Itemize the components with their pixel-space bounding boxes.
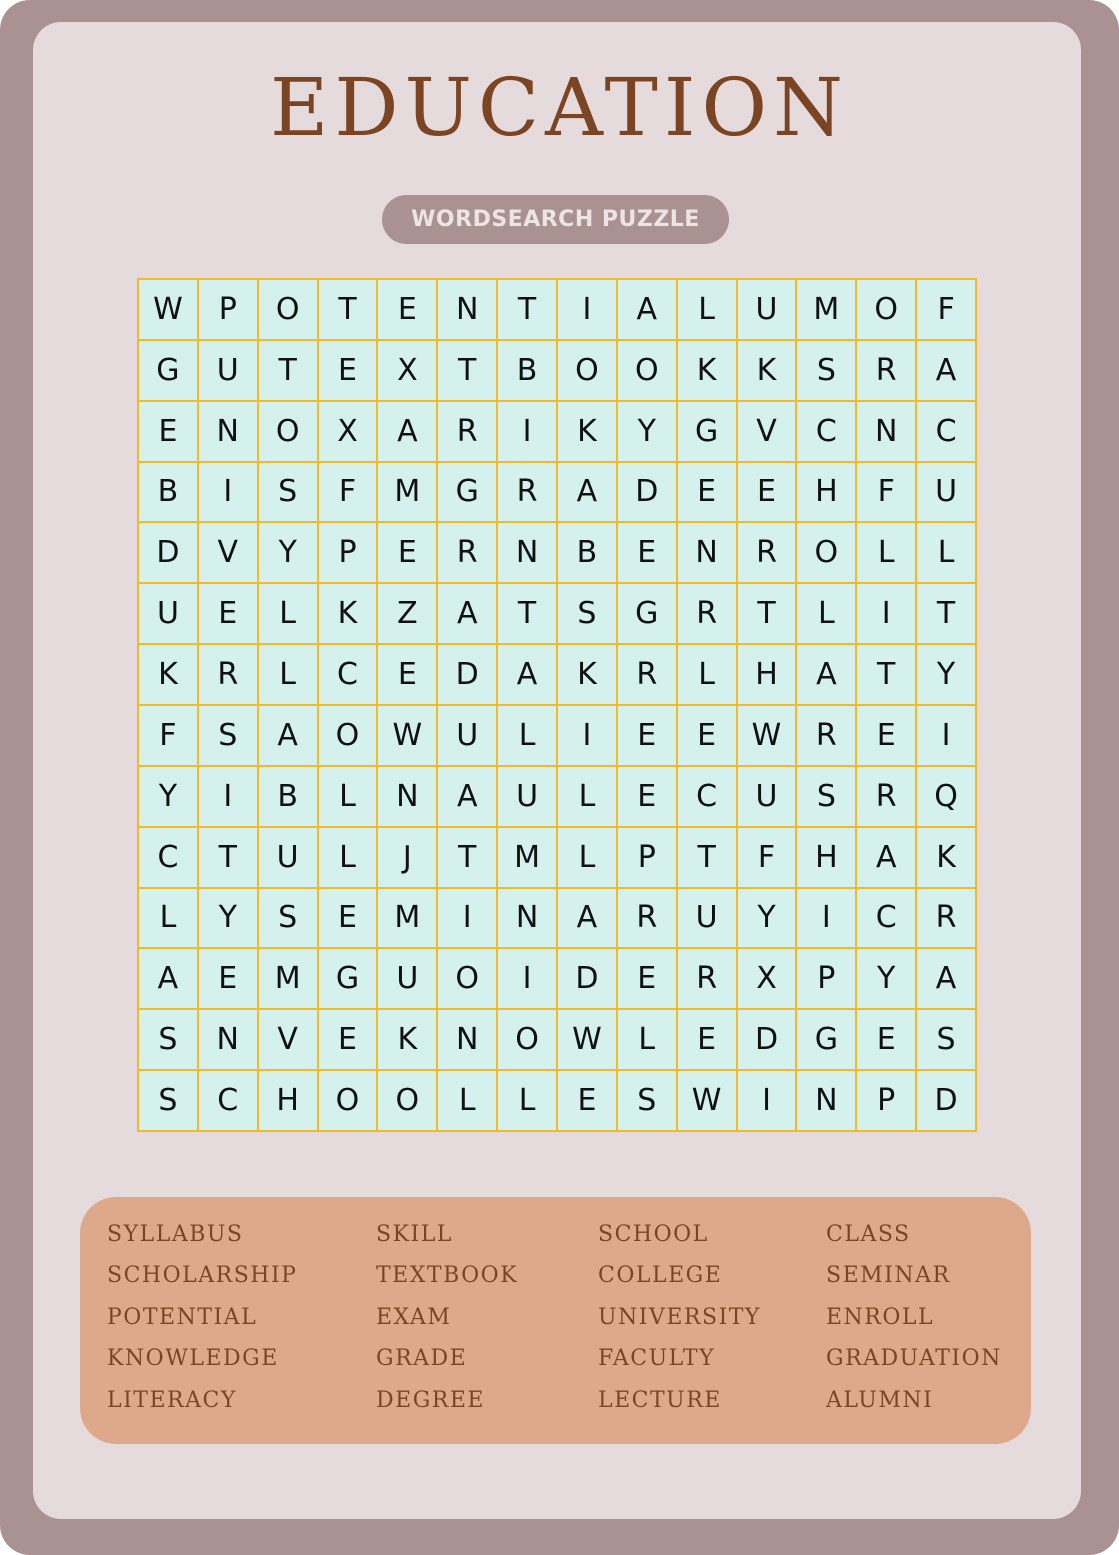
grid-cell[interactable]: N <box>796 1070 856 1131</box>
grid-cell[interactable]: Y <box>138 766 198 827</box>
word-list-item: SKILL <box>376 1222 453 1247</box>
grid-cell[interactable]: K <box>916 827 976 888</box>
grid-cell[interactable]: C <box>856 888 916 949</box>
grid-cell[interactable]: D <box>916 1070 976 1131</box>
grid-cell[interactable]: E <box>677 462 737 523</box>
grid-cell[interactable]: Y <box>737 888 797 949</box>
grid-cell[interactable]: R <box>617 644 677 705</box>
word-list-item: COLLEGE <box>598 1263 723 1288</box>
grid-cell[interactable]: E <box>617 948 677 1009</box>
subtitle-badge: WORDSEARCH PUZZLE <box>382 195 729 244</box>
grid-cell[interactable]: F <box>737 827 797 888</box>
grid-cell[interactable]: L <box>138 888 198 949</box>
grid-cell[interactable]: K <box>737 340 797 401</box>
grid-cell[interactable]: Q <box>916 766 976 827</box>
word-list-panel <box>80 1197 1031 1444</box>
grid-cell[interactable]: V <box>258 1009 318 1070</box>
grid-cell[interactable]: E <box>856 705 916 766</box>
grid-cell[interactable]: F <box>318 462 378 523</box>
grid-cell[interactable]: P <box>318 522 378 583</box>
grid-cell[interactable]: L <box>916 522 976 583</box>
grid-cell[interactable]: A <box>796 644 856 705</box>
grid-cell[interactable]: G <box>138 340 198 401</box>
grid-cell[interactable]: A <box>497 644 557 705</box>
grid-cell[interactable]: O <box>318 1070 378 1131</box>
word-list-item: POTENTIAL <box>107 1305 258 1330</box>
grid-cell[interactable]: R <box>796 705 856 766</box>
grid-cell[interactable]: W <box>377 705 437 766</box>
grid-cell[interactable]: M <box>796 279 856 340</box>
grid-cell[interactable]: M <box>497 827 557 888</box>
grid-cell[interactable]: W <box>138 279 198 340</box>
grid-cell[interactable]: A <box>856 827 916 888</box>
grid-cell[interactable]: A <box>138 948 198 1009</box>
grid-cell[interactable]: S <box>796 766 856 827</box>
grid-cell[interactable]: N <box>856 401 916 462</box>
grid-cell[interactable]: U <box>916 462 976 523</box>
grid-cell[interactable]: N <box>437 1009 497 1070</box>
grid-cell[interactable]: S <box>617 1070 677 1131</box>
grid-cell[interactable]: M <box>377 462 437 523</box>
grid-cell[interactable]: O <box>617 340 677 401</box>
grid-cell[interactable]: G <box>318 948 378 1009</box>
word-list-item: TEXTBOOK <box>376 1263 519 1288</box>
grid-cell[interactable]: O <box>377 1070 437 1131</box>
word-list-item: GRADE <box>376 1346 468 1371</box>
grid-cell[interactable]: A <box>437 766 497 827</box>
grid-cell[interactable]: E <box>677 705 737 766</box>
word-list-item: SYLLABUS <box>107 1222 244 1247</box>
grid-cell[interactable]: O <box>437 948 497 1009</box>
grid-cell[interactable]: P <box>617 827 677 888</box>
grid-cell[interactable]: C <box>198 1070 258 1131</box>
grid-cell[interactable]: C <box>796 401 856 462</box>
grid-cell[interactable]: G <box>617 583 677 644</box>
grid-cell[interactable]: G <box>437 462 497 523</box>
grid-cell[interactable]: R <box>677 948 737 1009</box>
grid-cell[interactable]: H <box>258 1070 318 1131</box>
grid-cell[interactable]: P <box>856 1070 916 1131</box>
grid-cell[interactable]: W <box>557 1009 617 1070</box>
grid-cell[interactable]: I <box>437 888 497 949</box>
grid-cell[interactable]: T <box>497 583 557 644</box>
grid-cell[interactable]: A <box>258 705 318 766</box>
word-list-item: LECTURE <box>598 1388 722 1413</box>
grid-cell[interactable]: R <box>916 888 976 949</box>
grid-cell[interactable]: I <box>497 401 557 462</box>
word-list-item: FACULTY <box>598 1346 716 1371</box>
grid-cell[interactable]: I <box>557 705 617 766</box>
grid-cell[interactable]: S <box>138 1009 198 1070</box>
grid-cell[interactable]: C <box>916 401 976 462</box>
grid-cell[interactable]: E <box>377 644 437 705</box>
grid-cell[interactable]: D <box>737 1009 797 1070</box>
grid-cell[interactable]: U <box>377 948 437 1009</box>
grid-cell[interactable]: N <box>377 766 437 827</box>
grid-cell[interactable]: E <box>677 1009 737 1070</box>
grid-cell[interactable]: D <box>557 948 617 1009</box>
grid-cell[interactable]: I <box>856 583 916 644</box>
grid-cell[interactable]: N <box>198 1009 258 1070</box>
grid-cell[interactable]: E <box>856 1009 916 1070</box>
grid-cell[interactable]: O <box>856 279 916 340</box>
grid-cell[interactable]: X <box>737 948 797 1009</box>
grid-cell[interactable]: B <box>557 522 617 583</box>
word-list-item: SCHOOL <box>598 1222 709 1247</box>
grid-cell[interactable]: O <box>318 705 378 766</box>
grid-cell[interactable]: G <box>796 1009 856 1070</box>
grid-cell[interactable]: G <box>677 401 737 462</box>
grid-cell[interactable]: S <box>258 888 318 949</box>
grid-cell[interactable]: Z <box>377 583 437 644</box>
word-list-item: KNOWLEDGE <box>107 1346 279 1371</box>
grid-cell[interactable]: L <box>497 705 557 766</box>
grid-cell[interactable]: E <box>617 705 677 766</box>
grid-cell[interactable]: R <box>737 522 797 583</box>
grid-cell[interactable]: V <box>198 522 258 583</box>
grid-cell[interactable]: U <box>138 583 198 644</box>
grid-cell[interactable]: H <box>737 644 797 705</box>
grid-cell[interactable]: H <box>796 827 856 888</box>
grid-cell[interactable]: L <box>557 827 617 888</box>
word-list-item: EXAM <box>376 1305 452 1330</box>
grid-cell[interactable]: K <box>318 583 378 644</box>
grid-cell[interactable]: T <box>497 279 557 340</box>
grid-cell[interactable]: K <box>677 340 737 401</box>
word-list-item: LITERACY <box>107 1388 237 1413</box>
grid-cell[interactable]: T <box>258 340 318 401</box>
grid-cell[interactable]: R <box>437 401 497 462</box>
grid-cell[interactable]: J <box>377 827 437 888</box>
grid-cell[interactable]: S <box>796 340 856 401</box>
grid-cell[interactable]: X <box>318 401 378 462</box>
grid-cell[interactable]: L <box>258 644 318 705</box>
grid-cell[interactable]: T <box>916 583 976 644</box>
grid-cell[interactable]: R <box>198 644 258 705</box>
grid-cell[interactable]: Y <box>258 522 318 583</box>
grid-cell[interactable]: B <box>258 766 318 827</box>
grid-cell[interactable]: B <box>497 340 557 401</box>
word-list-item: SCHOLARSHIP <box>107 1263 298 1288</box>
grid-cell[interactable]: Y <box>916 644 976 705</box>
grid-cell[interactable]: T <box>318 279 378 340</box>
grid-cell[interactable]: I <box>796 888 856 949</box>
grid-cell[interactable]: L <box>318 766 378 827</box>
grid-cell[interactable]: L <box>856 522 916 583</box>
grid-cell[interactable]: B <box>138 462 198 523</box>
grid-cell[interactable]: E <box>557 1070 617 1131</box>
grid-cell[interactable]: H <box>796 462 856 523</box>
grid-cell[interactable]: W <box>737 705 797 766</box>
grid-cell[interactable]: U <box>258 827 318 888</box>
grid-cell[interactable]: K <box>138 644 198 705</box>
grid-cell[interactable]: I <box>198 766 258 827</box>
grid-cell[interactable]: X <box>377 340 437 401</box>
grid-cell[interactable]: L <box>557 766 617 827</box>
grid-cell[interactable]: R <box>437 522 497 583</box>
word-list-item: DEGREE <box>376 1388 485 1413</box>
grid-cell[interactable]: I <box>497 948 557 1009</box>
grid-cell[interactable]: A <box>916 340 976 401</box>
word-list-item: ENROLL <box>826 1305 935 1330</box>
grid-cell[interactable]: C <box>318 644 378 705</box>
grid-cell[interactable]: R <box>497 462 557 523</box>
grid-cell[interactable]: R <box>677 583 737 644</box>
grid-cell[interactable]: T <box>437 827 497 888</box>
grid-cell[interactable]: N <box>497 888 557 949</box>
grid-cell[interactable]: Y <box>617 401 677 462</box>
grid-cell[interactable]: A <box>916 948 976 1009</box>
grid-cell[interactable]: T <box>856 644 916 705</box>
grid-cell[interactable]: M <box>258 948 318 1009</box>
grid-cell[interactable]: N <box>198 401 258 462</box>
puzzle-title: EDUCATION <box>269 61 850 154</box>
grid-cell[interactable]: O <box>796 522 856 583</box>
grid-cell[interactable]: A <box>437 583 497 644</box>
grid-cell[interactable]: W <box>677 1070 737 1131</box>
grid-cell[interactable]: E <box>377 279 437 340</box>
grid-cell[interactable]: O <box>557 340 617 401</box>
grid-cell[interactable]: Y <box>198 888 258 949</box>
grid-cell[interactable]: I <box>916 705 976 766</box>
grid-cell[interactable]: T <box>677 827 737 888</box>
grid-cell[interactable]: F <box>916 279 976 340</box>
word-list-item: CLASS <box>826 1222 911 1247</box>
grid-cell[interactable]: V <box>737 401 797 462</box>
grid-cell[interactable]: U <box>497 766 557 827</box>
grid-cell[interactable]: R <box>617 888 677 949</box>
grid-cell[interactable]: T <box>437 340 497 401</box>
grid-cell[interactable]: U <box>737 279 797 340</box>
grid-cell[interactable]: U <box>677 888 737 949</box>
grid-cell[interactable]: L <box>796 583 856 644</box>
grid-cell[interactable]: K <box>377 1009 437 1070</box>
grid-cell[interactable]: L <box>617 1009 677 1070</box>
grid-cell[interactable]: N <box>497 522 557 583</box>
grid-cell[interactable]: A <box>557 462 617 523</box>
grid-cell[interactable]: M <box>377 888 437 949</box>
letter-grid <box>137 278 977 1132</box>
grid-cell[interactable]: S <box>557 583 617 644</box>
grid-cell[interactable]: E <box>617 522 677 583</box>
grid-cell[interactable]: F <box>138 705 198 766</box>
grid-cell[interactable]: L <box>437 1070 497 1131</box>
grid-cell[interactable]: Y <box>856 948 916 1009</box>
grid-cell[interactable]: E <box>617 766 677 827</box>
grid-cell[interactable]: E <box>737 462 797 523</box>
grid-cell[interactable]: D <box>138 522 198 583</box>
grid-cell[interactable]: F <box>856 462 916 523</box>
grid-cell[interactable]: L <box>258 583 318 644</box>
grid-cell[interactable]: E <box>198 583 258 644</box>
grid-cell[interactable]: P <box>796 948 856 1009</box>
grid-cell[interactable]: U <box>737 766 797 827</box>
grid-cell[interactable]: S <box>916 1009 976 1070</box>
grid-cell[interactable]: C <box>138 827 198 888</box>
grid-cell[interactable]: R <box>856 340 916 401</box>
grid-cell[interactable]: A <box>617 279 677 340</box>
grid-cell[interactable]: S <box>198 705 258 766</box>
grid-cell[interactable]: E <box>198 948 258 1009</box>
grid-cell[interactable]: N <box>677 522 737 583</box>
word-list-item: GRADUATION <box>826 1346 1002 1371</box>
grid-cell[interactable]: E <box>318 1009 378 1070</box>
grid-cell[interactable]: T <box>198 827 258 888</box>
grid-cell[interactable]: D <box>617 462 677 523</box>
grid-cell[interactable]: D <box>437 644 497 705</box>
grid-cell[interactable]: K <box>557 644 617 705</box>
grid-cell[interactable]: O <box>497 1009 557 1070</box>
grid-cell[interactable]: L <box>677 279 737 340</box>
grid-cell[interactable]: N <box>437 279 497 340</box>
grid-cell[interactable]: E <box>377 522 437 583</box>
grid-cell[interactable]: L <box>497 1070 557 1131</box>
grid-cell[interactable]: S <box>138 1070 198 1131</box>
grid-cell[interactable]: U <box>198 340 258 401</box>
word-list-item: ALUMNI <box>826 1388 934 1413</box>
grid-cell[interactable]: O <box>258 401 318 462</box>
grid-cell[interactable]: A <box>557 888 617 949</box>
word-list-item: SEMINAR <box>826 1263 951 1288</box>
grid-cell[interactable]: A <box>377 401 437 462</box>
grid-cell[interactable]: K <box>557 401 617 462</box>
grid-cell[interactable]: I <box>198 462 258 523</box>
grid-cell[interactable]: L <box>318 827 378 888</box>
grid-cell[interactable]: C <box>677 766 737 827</box>
grid-cell[interactable]: T <box>737 583 797 644</box>
grid-cell[interactable]: E <box>318 340 378 401</box>
grid-cell[interactable]: P <box>198 279 258 340</box>
grid-cell[interactable]: E <box>318 888 378 949</box>
grid-cell[interactable]: E <box>138 401 198 462</box>
grid-cell[interactable]: I <box>557 279 617 340</box>
grid-cell[interactable]: R <box>856 766 916 827</box>
grid-cell[interactable]: U <box>437 705 497 766</box>
grid-cell[interactable]: I <box>737 1070 797 1131</box>
grid-cell[interactable]: S <box>258 462 318 523</box>
grid-cell[interactable]: L <box>677 644 737 705</box>
grid-cell[interactable]: O <box>258 279 318 340</box>
word-list-item: UNIVERSITY <box>598 1305 761 1330</box>
